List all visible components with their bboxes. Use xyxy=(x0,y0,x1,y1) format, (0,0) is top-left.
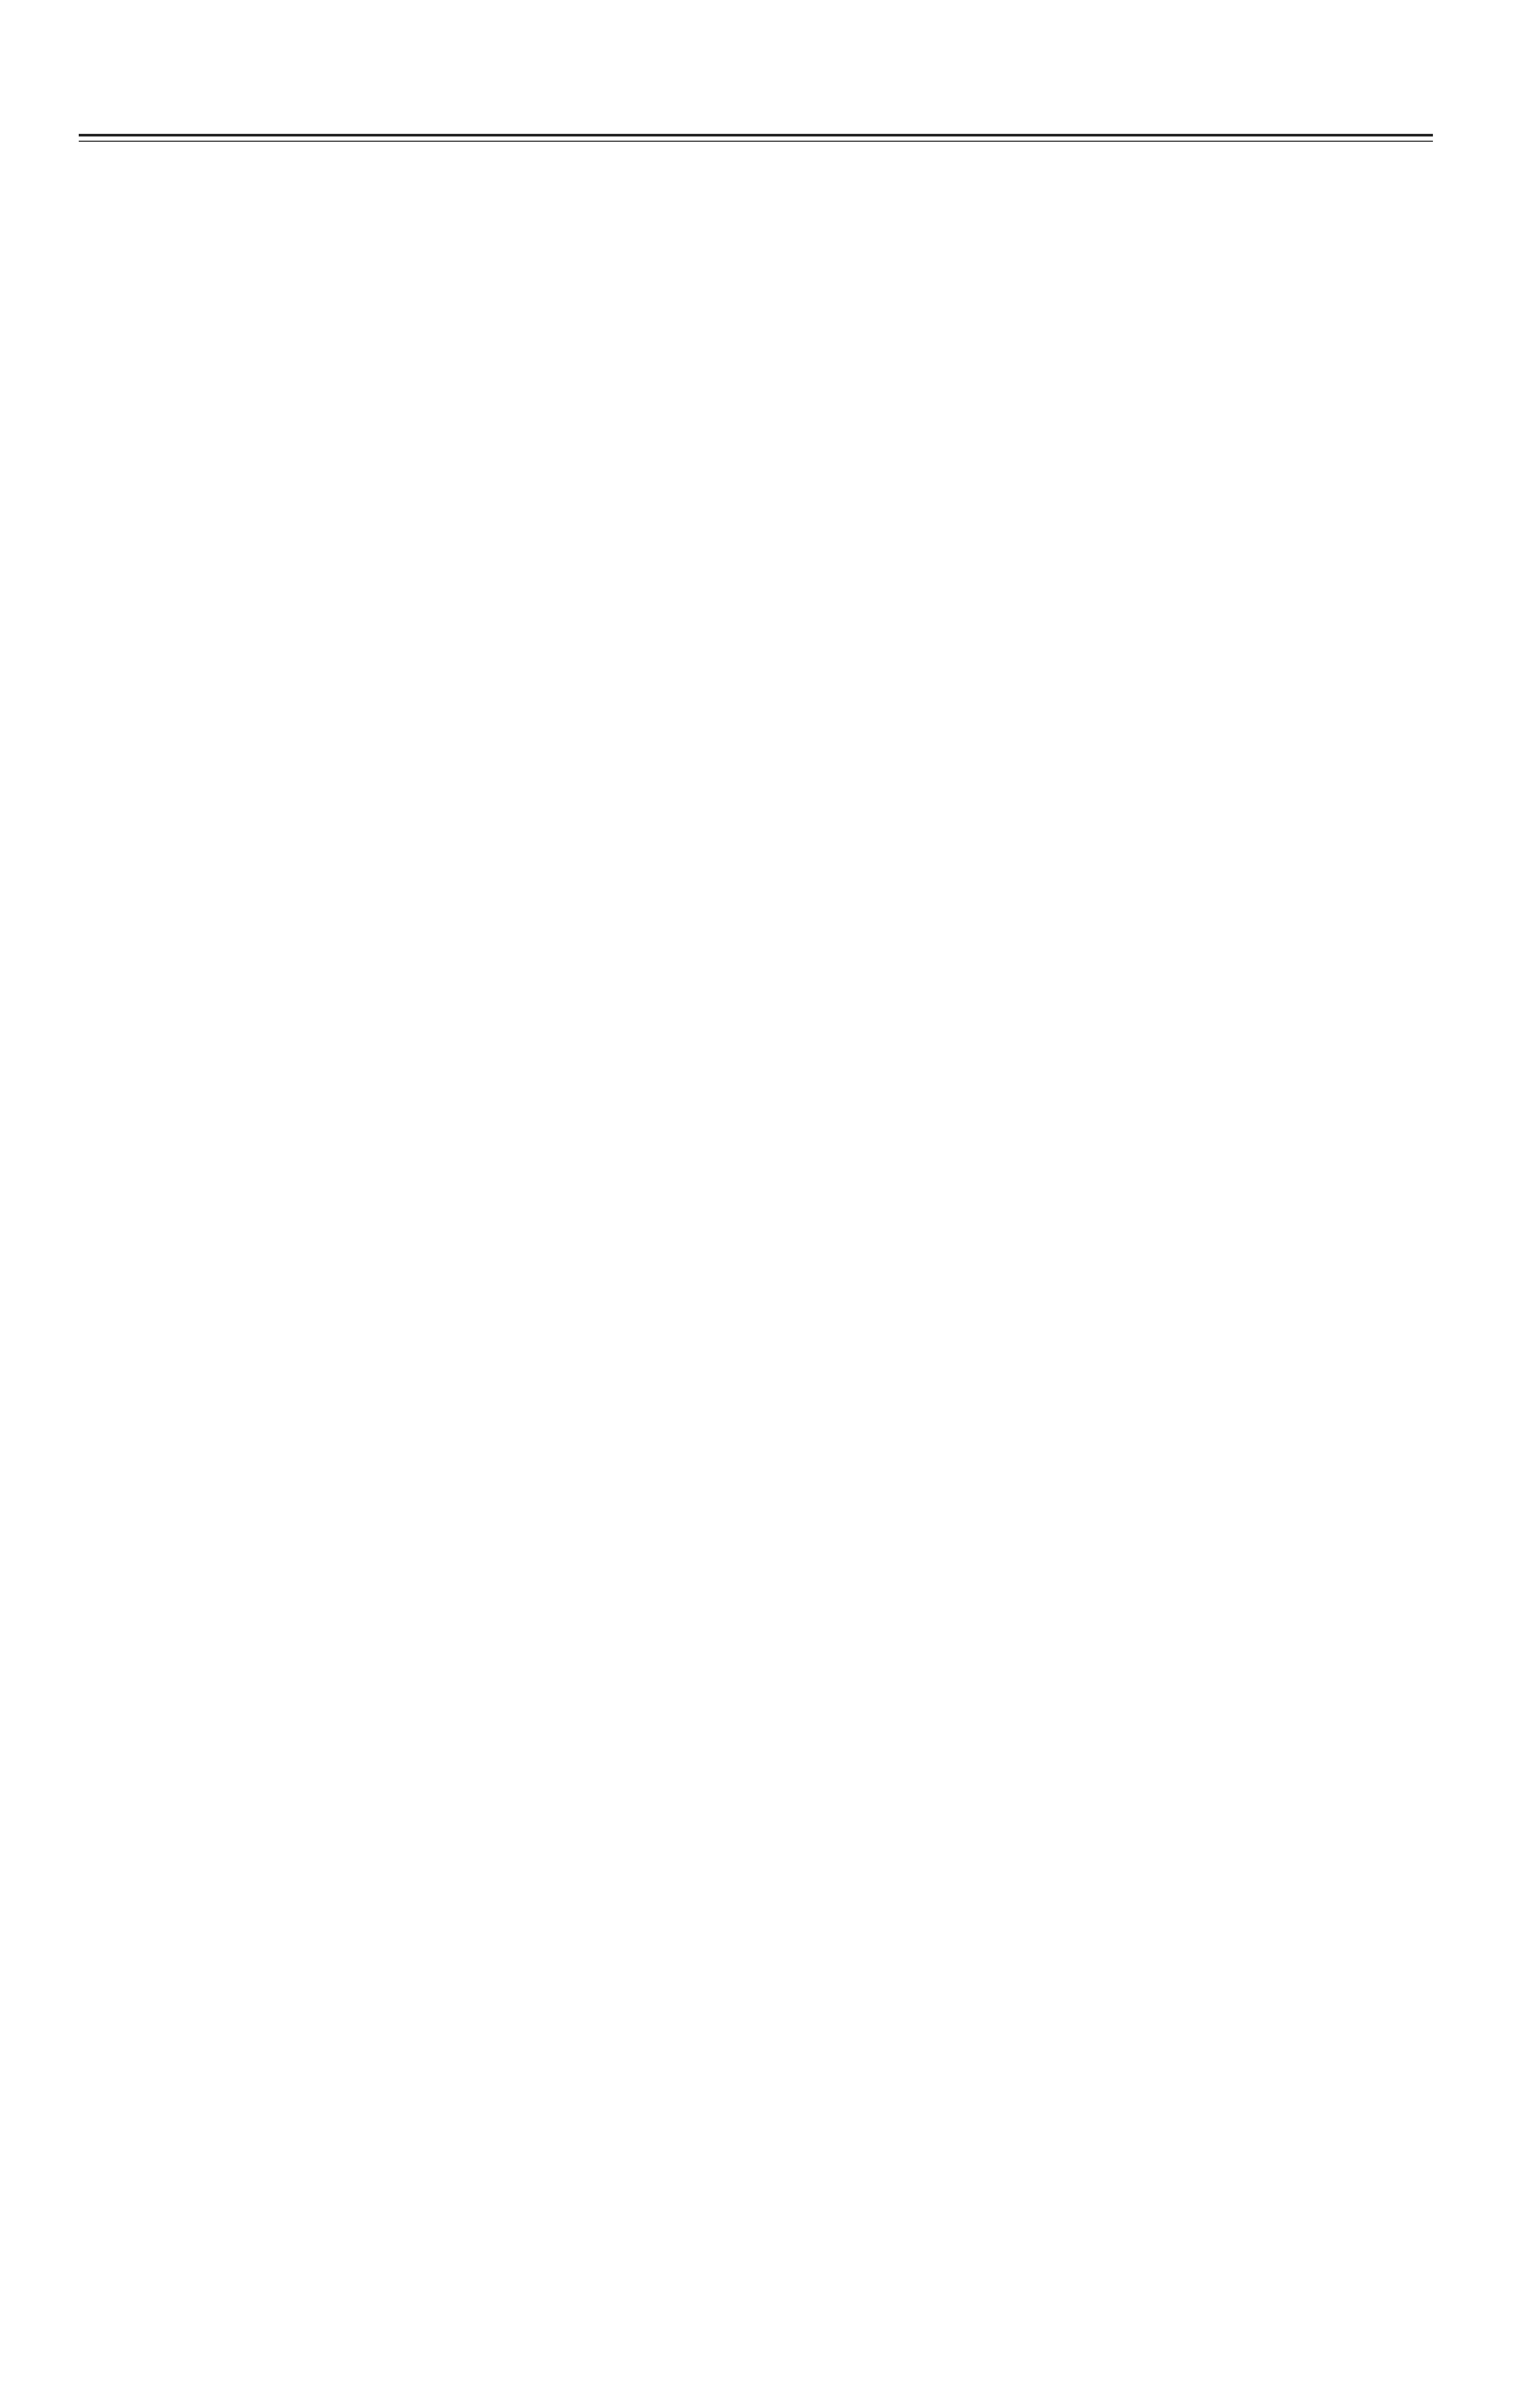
finance-table xyxy=(0,0,1540,1234)
